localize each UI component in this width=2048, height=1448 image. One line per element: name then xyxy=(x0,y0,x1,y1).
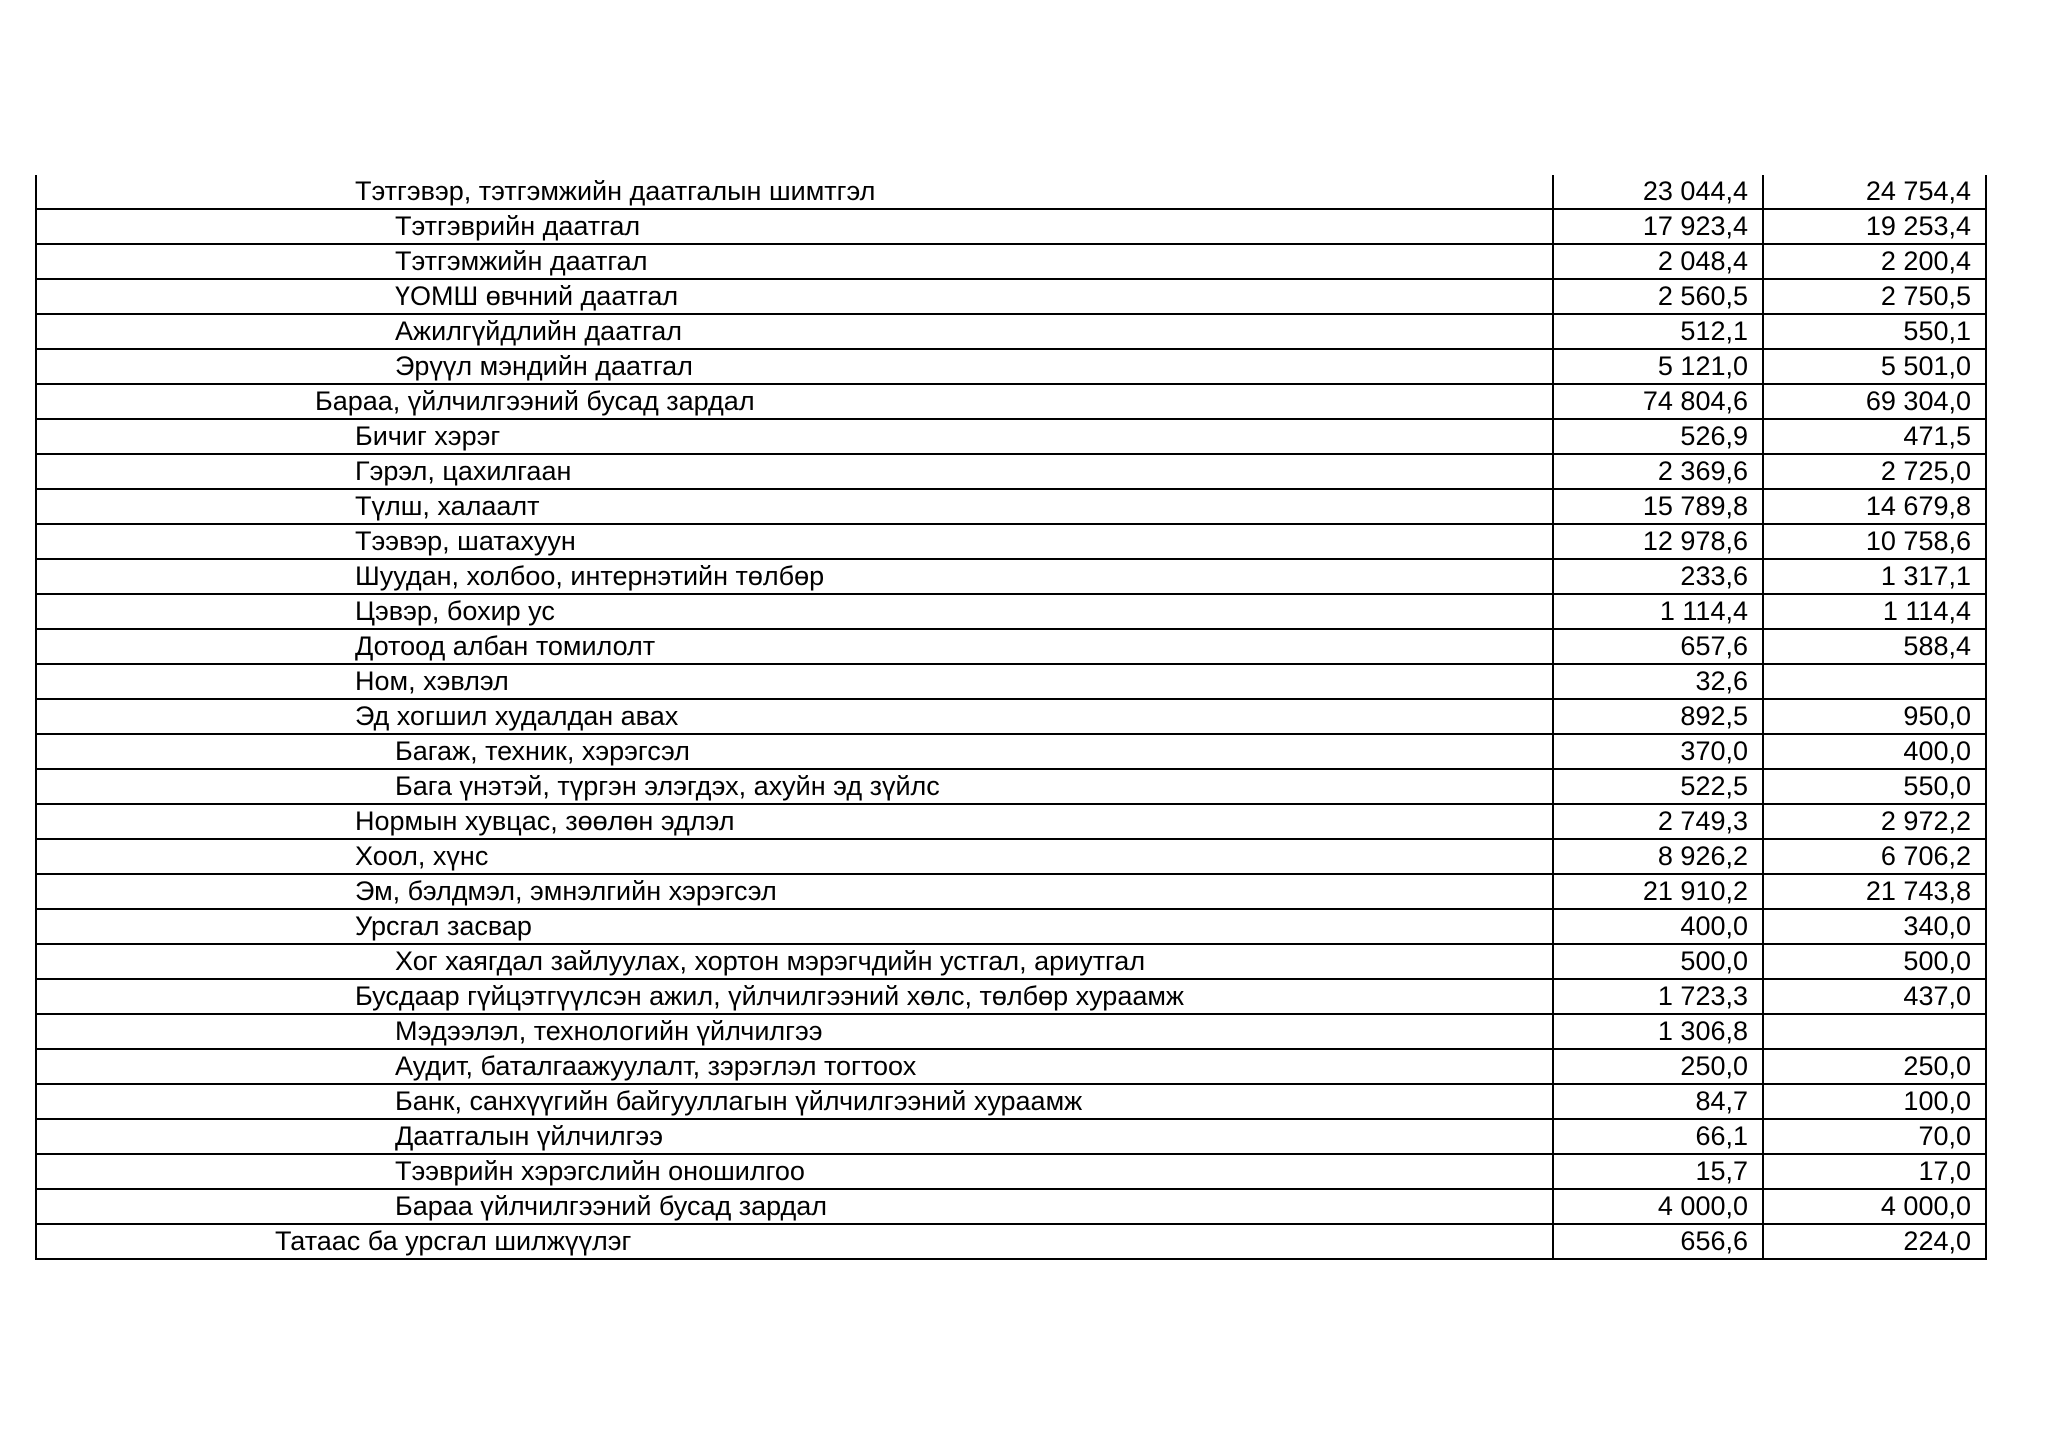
row-value-1: 17 923,4 xyxy=(1553,209,1763,244)
table-row xyxy=(36,384,1986,419)
row-value-1: 21 910,2 xyxy=(1553,874,1763,909)
row-value-2: 100,0 xyxy=(1763,1084,1986,1119)
row-label: Бичиг хэрэг xyxy=(36,419,1553,454)
row-label: Шуудан, холбоо, интернэтийн төлбөр xyxy=(36,559,1553,594)
row-value-2: 6 706,2 xyxy=(1763,839,1986,874)
row-value-2: 2 972,2 xyxy=(1763,804,1986,839)
row-value-1: 2 560,5 xyxy=(1553,279,1763,314)
table-row xyxy=(36,524,1986,559)
row-value-2: 70,0 xyxy=(1763,1119,1986,1154)
row-value-2: 17,0 xyxy=(1763,1154,1986,1189)
row-value-2 xyxy=(1763,1014,1986,1049)
row-value-2: 2 725,0 xyxy=(1763,454,1986,489)
table-row xyxy=(36,1014,1986,1049)
table-row xyxy=(36,734,1986,769)
row-value-1: 1 306,8 xyxy=(1553,1014,1763,1049)
table-row xyxy=(36,314,1986,349)
row-label: ҮОМШ өвчний даатгал xyxy=(36,279,1553,314)
table-row xyxy=(36,279,1986,314)
row-value-2: 550,1 xyxy=(1763,314,1986,349)
row-label: Тэтгэмжийн даатгал xyxy=(36,244,1553,279)
row-label: Бараа үйлчилгээний бусад зардал xyxy=(36,1189,1553,1224)
table-body xyxy=(36,175,1986,1259)
row-label: Бусдаар гүйцэтгүүлсэн ажил, үйлчилгээний хөлс, төлбөр хураамж xyxy=(36,979,1553,1014)
row-value-1: 2 369,6 xyxy=(1553,454,1763,489)
table-row xyxy=(36,804,1986,839)
row-value-2: 471,5 xyxy=(1763,419,1986,454)
row-label: Тээвэр, шатахуун xyxy=(36,524,1553,559)
row-label: Багаж, техник, хэрэгсэл xyxy=(36,734,1553,769)
table-row xyxy=(36,769,1986,804)
row-value-2 xyxy=(1763,664,1986,699)
row-label: Татаас ба урсгал шилжүүлэг xyxy=(36,1224,1553,1259)
row-value-1: 400,0 xyxy=(1553,909,1763,944)
row-value-2: 24 754,4 xyxy=(1763,175,1986,209)
row-label: Бага үнэтэй, түргэн элэгдэх, ахуйн эд зүйлс xyxy=(36,769,1553,804)
row-value-2: 21 743,8 xyxy=(1763,874,1986,909)
table-row xyxy=(36,699,1986,734)
table-row xyxy=(36,1119,1986,1154)
table-row xyxy=(36,1189,1986,1224)
row-value-1: 66,1 xyxy=(1553,1119,1763,1154)
row-value-1: 526,9 xyxy=(1553,419,1763,454)
row-label: Эм, бэлдмэл, эмнэлгийн хэрэгсэл xyxy=(36,874,1553,909)
row-value-2: 2 750,5 xyxy=(1763,279,1986,314)
table-row xyxy=(36,349,1986,384)
row-label: Тэтгэвэр, тэтгэмжийн даатгалын шимтгэл xyxy=(36,175,1553,209)
row-value-2: 500,0 xyxy=(1763,944,1986,979)
row-label: Цэвэр, бохир ус xyxy=(36,594,1553,629)
row-label: Тэтгэврийн даатгал xyxy=(36,209,1553,244)
row-value-1: 370,0 xyxy=(1553,734,1763,769)
row-label: Даатгалын үйлчилгээ xyxy=(36,1119,1553,1154)
row-value-1: 2 749,3 xyxy=(1553,804,1763,839)
row-value-1: 2 048,4 xyxy=(1553,244,1763,279)
row-label: Мэдээлэл, технологийн үйлчилгээ xyxy=(36,1014,1553,1049)
budget-table xyxy=(35,175,1987,1260)
table-row xyxy=(36,594,1986,629)
row-label: Бараа, үйлчилгээний бусад зардал xyxy=(36,384,1553,419)
row-value-1: 15,7 xyxy=(1553,1154,1763,1189)
row-label: Ном, хэвлэл xyxy=(36,664,1553,699)
row-value-1: 32,6 xyxy=(1553,664,1763,699)
row-value-1: 15 789,8 xyxy=(1553,489,1763,524)
row-label: Түлш, халаалт xyxy=(36,489,1553,524)
row-value-2: 250,0 xyxy=(1763,1049,1986,1084)
table-row xyxy=(36,559,1986,594)
row-label: Ажилгүйдлийн даатгал xyxy=(36,314,1553,349)
row-value-2: 400,0 xyxy=(1763,734,1986,769)
row-label: Эрүүл мэндийн даатгал xyxy=(36,349,1553,384)
row-value-1: 4 000,0 xyxy=(1553,1189,1763,1224)
row-label: Хоол, хүнс xyxy=(36,839,1553,874)
row-value-2: 340,0 xyxy=(1763,909,1986,944)
row-label: Хог хаягдал зайлуулах, хортон мэрэгчдийн устгал, ариутгал xyxy=(36,944,1553,979)
row-value-2: 5 501,0 xyxy=(1763,349,1986,384)
table-row xyxy=(36,244,1986,279)
table-row xyxy=(36,909,1986,944)
row-value-1: 892,5 xyxy=(1553,699,1763,734)
row-value-1: 8 926,2 xyxy=(1553,839,1763,874)
table-row xyxy=(36,454,1986,489)
row-label: Нормын хувцас, зөөлөн эдлэл xyxy=(36,804,1553,839)
row-value-1: 656,6 xyxy=(1553,1224,1763,1259)
row-value-2: 1 317,1 xyxy=(1763,559,1986,594)
row-value-1: 12 978,6 xyxy=(1553,524,1763,559)
table-row xyxy=(36,839,1986,874)
table-row xyxy=(36,944,1986,979)
row-value-1: 500,0 xyxy=(1553,944,1763,979)
table-row xyxy=(36,664,1986,699)
table-row xyxy=(36,1049,1986,1084)
row-label: Дотоод албан томилолт xyxy=(36,629,1553,664)
row-value-1: 74 804,6 xyxy=(1553,384,1763,419)
table-row xyxy=(36,1154,1986,1189)
row-label: Урсгал засвар xyxy=(36,909,1553,944)
row-label: Тээврийн хэрэгслийн оношилгоо xyxy=(36,1154,1553,1189)
row-value-2: 1 114,4 xyxy=(1763,594,1986,629)
table-row xyxy=(36,1084,1986,1119)
row-value-1: 512,1 xyxy=(1553,314,1763,349)
table-row xyxy=(36,979,1986,1014)
table-row xyxy=(36,1224,1986,1259)
row-value-2: 588,4 xyxy=(1763,629,1986,664)
row-value-2: 69 304,0 xyxy=(1763,384,1986,419)
table-row xyxy=(36,175,1986,209)
table-row xyxy=(36,874,1986,909)
row-value-2: 224,0 xyxy=(1763,1224,1986,1259)
row-value-1: 657,6 xyxy=(1553,629,1763,664)
row-value-2: 2 200,4 xyxy=(1763,244,1986,279)
table-row xyxy=(36,209,1986,244)
row-value-2: 14 679,8 xyxy=(1763,489,1986,524)
row-value-2: 437,0 xyxy=(1763,979,1986,1014)
row-value-1: 1 723,3 xyxy=(1553,979,1763,1014)
row-value-1: 5 121,0 xyxy=(1553,349,1763,384)
row-value-2: 10 758,6 xyxy=(1763,524,1986,559)
row-value-2: 550,0 xyxy=(1763,769,1986,804)
row-value-2: 19 253,4 xyxy=(1763,209,1986,244)
row-label: Аудит, баталгаажуулалт, зэрэглэл тогтоох xyxy=(36,1049,1553,1084)
row-value-2: 4 000,0 xyxy=(1763,1189,1986,1224)
table-row xyxy=(36,489,1986,524)
row-value-1: 233,6 xyxy=(1553,559,1763,594)
row-label: Гэрэл, цахилгаан xyxy=(36,454,1553,489)
table-row xyxy=(36,629,1986,664)
row-label: Банк, санхүүгийн байгууллагын үйлчилгээний хураамж xyxy=(36,1084,1553,1119)
row-value-1: 522,5 xyxy=(1553,769,1763,804)
row-label: Эд хогшил худалдан авах xyxy=(36,699,1553,734)
row-value-1: 1 114,4 xyxy=(1553,594,1763,629)
row-value-1: 250,0 xyxy=(1553,1049,1763,1084)
row-value-1: 84,7 xyxy=(1553,1084,1763,1119)
row-value-1: 23 044,4 xyxy=(1553,175,1763,209)
row-value-2: 950,0 xyxy=(1763,699,1986,734)
table-row xyxy=(36,419,1986,454)
